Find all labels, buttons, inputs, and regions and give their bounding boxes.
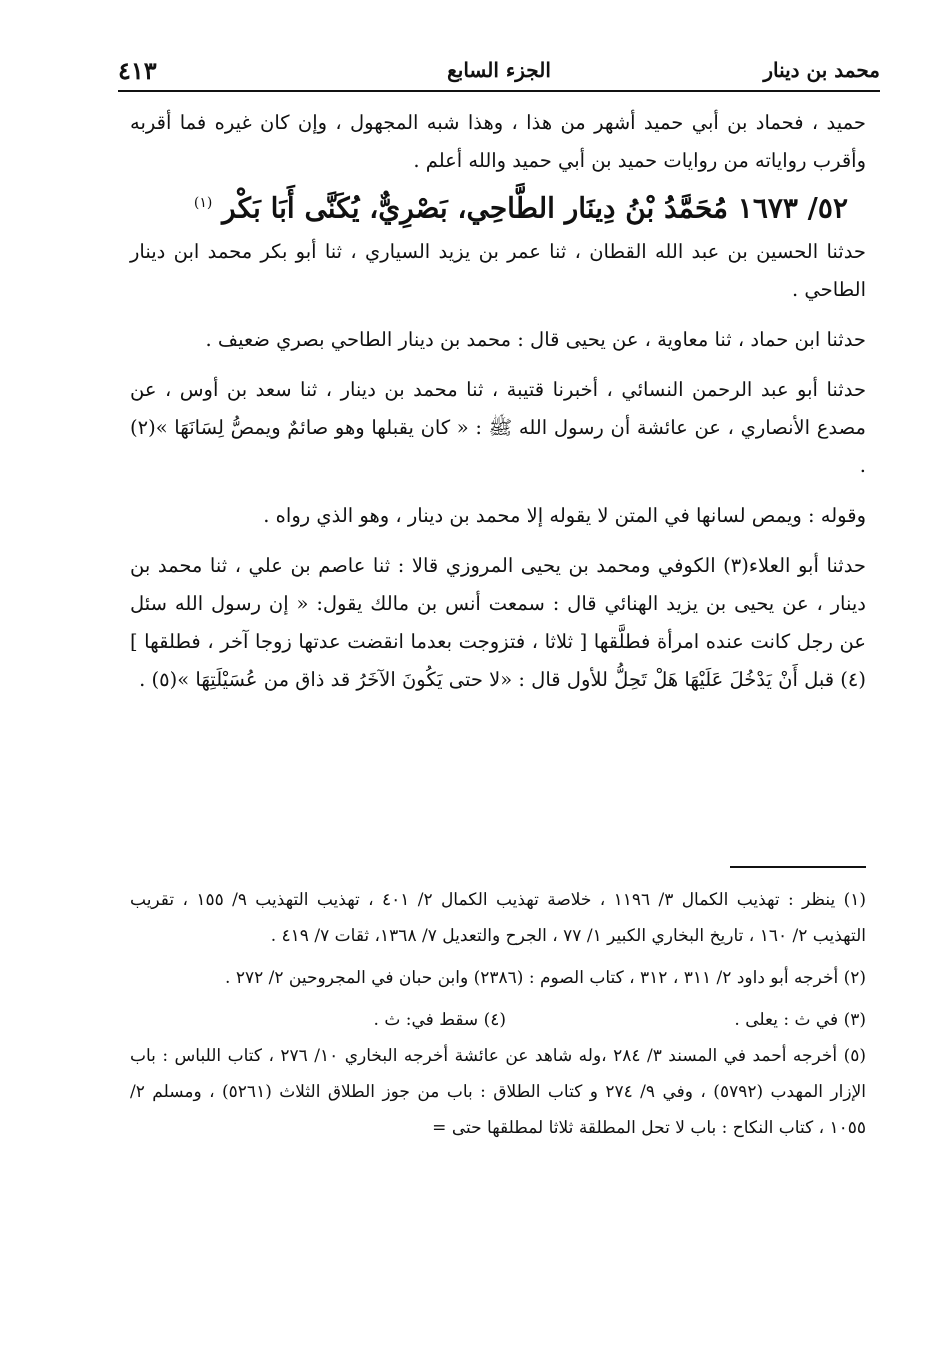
entry-title: [130, 178, 866, 233]
footnote-divider: [730, 866, 866, 868]
page-number: ٤١٣: [118, 56, 157, 85]
paragraph-hadith-2: حدثنا أبو العلاء(٣) الكوفي ومحمد بن يحيى المروزي قالا : ثنا عاصم بن علي ، ثنا محمد بن دينار ، عن يحيى بن يزيد الهنائي قال : سمعت أنس بن مالك يقول: « إن رسول الله سئل عن رجل كانت عنده امرأة فطلَّقها [ ثلاثا ، فتزوجت بعدما انقضت عدتها زوجا آخر ، فطلقها ](٤) قبل أَنْ يَدْخُلَ عَلَيْهَا هَلْ تَحِلُّ للأول قال : «لا حتى يَكُونَ الآخَرُ قد ذاق من عُسَيْلَتِهَا »(٥) .: [130, 554, 866, 692]
footnotes: [130, 882, 866, 1146]
footnote-2: (٢) أخرجه أبو داود ٢/ ٣١١ ، ٣١٢ ، كتاب الصوم : (٢٣٨٦) وابن حبان في المجروحين ٢/ ٢٧٢ .: [225, 968, 866, 988]
entry-title-text: ٥٢/ ١٦٧٣ مُحَمَّدُ بْنُ دِينَار الطَّاحِي، بَصْرِيٌّ، يُكَنَّى أَبَا بَكْر: [222, 191, 848, 225]
footnotes-3-4: [130, 1002, 866, 1038]
paragraph-comment: وقوله : ويمص لسانها في المتن لا يقوله إلا محمد بن دينار ، وهو الذي رواه .: [263, 504, 866, 528]
main-text: [130, 104, 866, 699]
footnote-1: (١) ينظر : تهذيب الكمال ٣/ ١١٩٦ ، خلاصة تهذيب الكمال ٢/ ٤٠١ ، تهذيب التهذيب ٩/ ١٥٥ ، تقريب التهذيب ٢/ ١٦٠ ، تاريخ البخاري الكبير ١/ ٧٧ ، الجرح والتعديل ٧/ ١٣٦٨، ثقات ٧/ ٤١٩ .: [130, 890, 866, 946]
footnote-5: (٥) أخرجه أحمد في المسند ٣/ ٢٨٤ ،وله شاهد عن عائشة أخرجه البخاري ١٠/ ٢٧٦ ، كتاب اللباس : باب الإزار المهدب (٥٧٩٢) ، وفي ٩/ ٢٧٤ و كتاب الطلاق : باب من جوز الطلاق الثلاث (٥٢٦١) ، ومسلم ٢/ ١٠٥٥ ، كتاب النكاح : باب لا تحل المطلقة ثلاثا لمطلقها حتى =: [130, 1046, 866, 1138]
paragraph-intro: حميد ، فحماد بن أبي حميد أشهر من هذا ، وهذا شبه المجهول ، وإن كان غيره فما أقربه وأقرب رواياته من روايات حميد بن أبي حميد والله أعلم .: [130, 111, 866, 172]
paragraph-hadith-1: حدثنا أبو عبد الرحمن النسائي ، أخبرنا قتيبة ، ثنا محمد بن دينار ، ثنا سعد بن أوس ، عن مصدع الأنصاري ، عن عائشة أن رسول الله ﷺ : « كان يقبلها وهو صائمٌ ويمصُّ لِسَانَهَا »(٢) .: [130, 378, 866, 478]
header-divider: [118, 90, 880, 92]
volume-label: الجزء السابع: [447, 58, 551, 82]
page-header: [118, 48, 880, 86]
footnote-3: (٣) في ث : يعلى .: [734, 1010, 866, 1030]
entry-title-note: (١): [193, 195, 213, 211]
running-title: محمد بن دينار: [763, 58, 880, 82]
footnote-4: (٤) سقط في: ث .: [373, 1010, 506, 1030]
paragraph-chain-2: حدثنا ابن حماد ، ثنا معاوية ، عن يحيى قال : محمد بن دينار الطاحي بصري ضعيف .: [205, 328, 866, 352]
paragraph-chain-1: حدثنا الحسين بن عبد الله القطان ، ثنا عمر بن يزيد السياري ، ثنا أبو بكر محمد ابن دينار الطاحي .: [130, 240, 866, 302]
